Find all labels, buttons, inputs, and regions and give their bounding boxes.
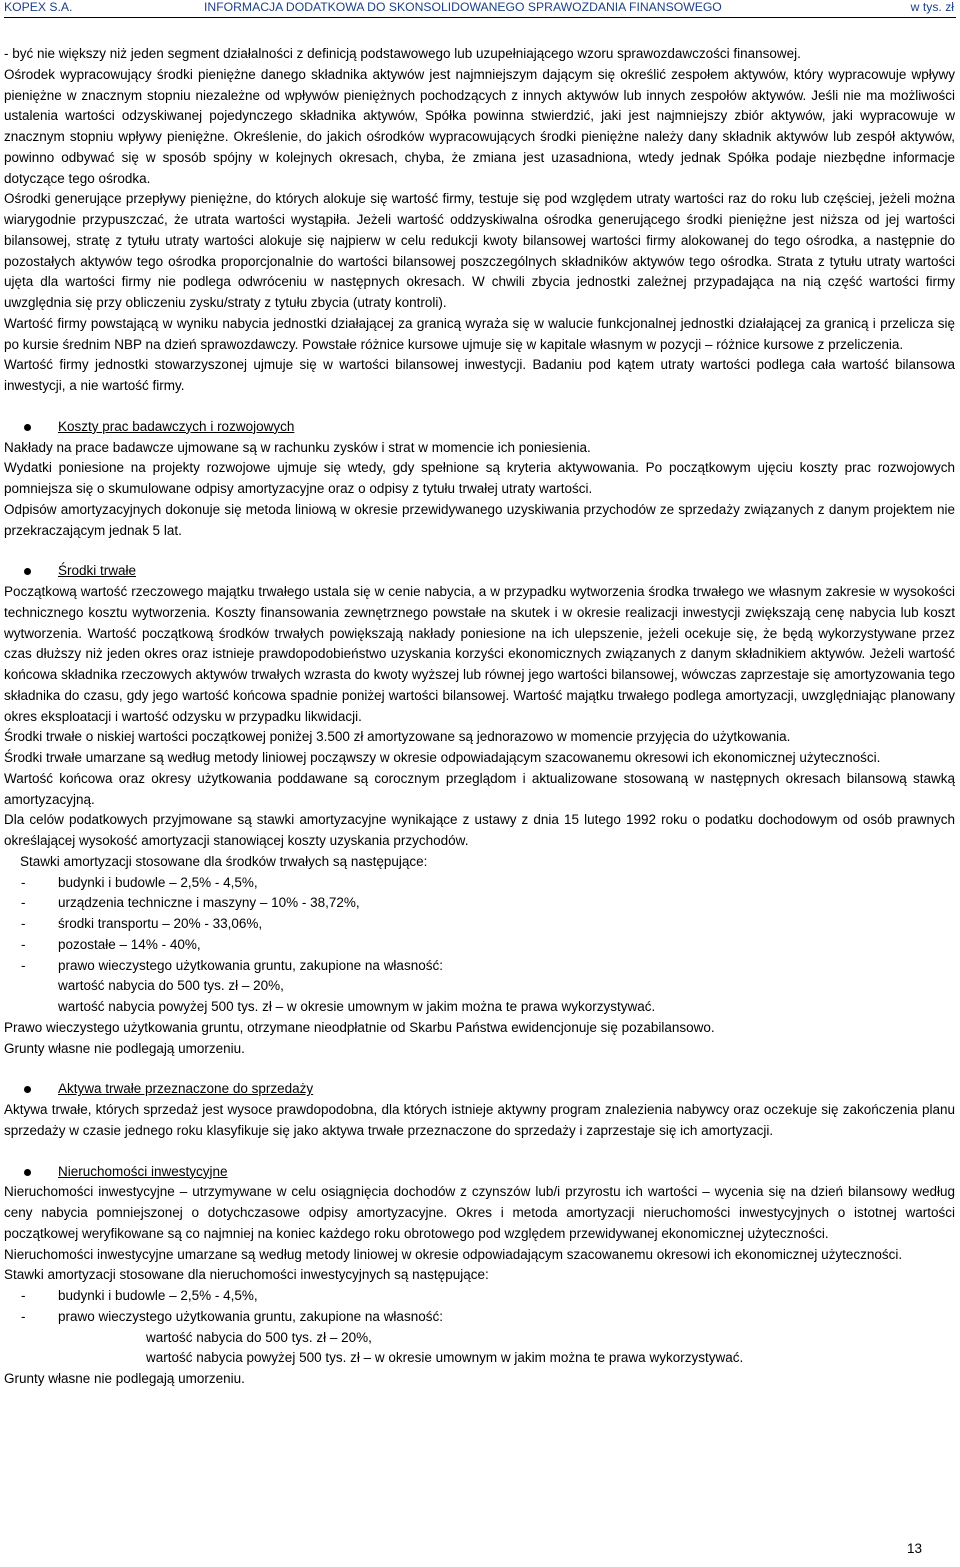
section-heading-koszty [4, 417, 955, 438]
paragraph: Wydatki poniesione na projekty rozwojowe ujmuje się wtedy, gdy spełnione są kryteria aktywowania. Po początkowym ujęciu koszty prac rozwojowych pomniejsza się o skumulowane odpisy amortyzacyjne oraz o odpisy z tytułu trwałej utraty wartości. [4, 460, 955, 496]
paragraph: Aktywa trwałe, których sprzedaż jest wysoce prawdopodobna, dla których istnieje aktywny program znalezienia nabywcy oraz oczekuje się zakończenia planu sprzedaży w czasie jednego roku klasyfikuje się jako aktywa trwałe przeznaczone do sprzedaży i zaprzestaje się ich amortyzacji. [4, 1102, 955, 1138]
dash-marker: - [21, 895, 26, 911]
list-item [4, 1307, 955, 1328]
bullet-icon [24, 568, 31, 575]
dash-marker: - [21, 1308, 26, 1324]
page-header [4, 0, 956, 18]
sub-list-item: wartość nabycia do 500 tys. zł – 20%, [58, 978, 284, 994]
paragraph: Prawo wieczystego użytkowania gruntu, otrzymane nieodpłatnie od Skarbu Państwa ewidencjonuje się pozabilansowo. [4, 1019, 715, 1035]
paragraph: Środki trwałe umarzane są według metody liniowej począwszy w okresie odpowiadającym szacowanemu okresowi ich ekonomicznej użyteczności. [4, 750, 881, 765]
list-item [4, 893, 955, 914]
list-item [4, 956, 955, 977]
paragraph: Grunty własne nie podlegają umorzeniu. [4, 1040, 245, 1056]
document-body [4, 44, 955, 1390]
paragraph: Nakłady na prace badawcze ujmowane są w rachunku zysków i strat w momencie ich poniesienia. [4, 439, 591, 455]
section-title: Koszty prac badawczych i rozwojowych [58, 418, 295, 434]
rates-intro: Stawki amortyzacji stosowane dla nieruchomości inwestycyjnych są następujące: [4, 1267, 489, 1283]
paragraph: Ośrodek wypracowujący środki pieniężne danego składnika aktywów jest najmniejszym dającym się określić zespołem aktywów, który wypracowuje wpływy pieniężne w znacznym stopniu niezależne od wpływów pieniężnych pochodzących z innych aktywów lub innych zespołów aktywów. Jeśli nie ma możliwości ustalenia wartości odzyskiwanej pojedynczego składnika aktywów, Spółka powinna stwierdzić, jaki jest najmniejszy zbiór aktywów, jaki wypracowuje w znacznym stopniu wpływy pieniężne. Określenie, do jakich ośrodków wypracowujących środki pieniężne należy dany składnik aktywów lub zespół aktywów, powinno odbywać się w sposób spójny w kolejnych okresach, chyba, że zmiana jest uzasadniona, wtedy jednak Spółka podaje niezbędne informacje dotyczące tego ośrodka. [4, 66, 955, 186]
paragraph: Nieruchomości inwestycyjne – utrzymywane w celu osiągnięcia dochodów z czynszów lub/i przyrostu ich wartości – wycenia się na dzień bilansowy według ceny nabycia pomniejszonej o dotychczasowe odpisy amortyzacyjne. Okres i metoda amortyzacji nieruchomości inwestycyjnych o istotnej wartości początkowej weryfikowane są co najmniej na koniec każdego roku obrotowego pod względem przewidywanej ekonomicznej użyteczności. [4, 1184, 955, 1241]
dash-marker: - [21, 1288, 26, 1303]
list-item-text: budynki i budowle – 2,5% - 4,5%, [58, 1288, 258, 1303]
list-item-text: pozostałe – 14% - 40%, [58, 936, 201, 952]
dash-marker: - [21, 957, 26, 973]
section-title: Aktywa trwałe przeznaczone do sprzedaży [58, 1081, 314, 1097]
bullet-icon [24, 1169, 31, 1176]
paragraph: Początkową wartość rzeczowego majątku trwałego ustala się w cenie nabycia, a w przypadku wytworzenia środka trwałego we własnym zakresie w wysokości technicznego kosztu wytworzenia. Koszty finansowania zewnętrznego powstałe na skutek i w okresie realizacji inwestycji zwiększają cenę nabycia lub koszt wytworzenia. Wartość początkową środków trwałych powiększają nakłady poniesione na ich ulepszenie, jeżeli ocekuje się, że będą wykorzystywane przez czas dłuższy niż jeden okres oraz istnieje prawdopodobieństwo uzyskania korzyści ekonomicznych związanych z danym składnikiem aktywów. Jeżeli wartość końcowa składnika rzeczowych aktywów trwałych wzrasta do kwoty wyższej lub równej jego wartości bilansowej, wówczas zaprzestaje się amortyzowania tego składnika do czasu, gdy jego wartość końcowa spadnie poniżej wartości bilansowej. Wartość majątku trwałego podlega amortyzacji, uwzględniając planowany okres eksploatacji i wartość odzysku w przypadku likwidacji. [4, 584, 955, 724]
list-item-text: prawo wieczystego użytkowania gruntu, zakupione na własność: [58, 1308, 443, 1324]
sub-list-item: wartość nabycia powyżej 500 tys. zł – w okresie umownym w jakim można te prawa wykorzystywać. [146, 1350, 744, 1366]
paragraph: Środki trwałe o niskiej wartości początkowej poniżej 3.500 zł amortyzowane są jednorazowo w momencie przyjęcia do użytkowania. [4, 729, 791, 745]
paragraph: - być nie większy niż jeden segment działalności z definicją podstawowego lub uzupełniającego wzoru sprawozdawczości finansowej. [4, 46, 801, 61]
bullet-icon [24, 424, 31, 431]
list-item-text: środki transportu – 20% - 33,06%, [58, 916, 263, 931]
page-number: 13 [906, 1541, 922, 1556]
paragraph: Dla celów podatkowych przyjmowane są stawki amortyzacyjne wynikające z ustawy z dnia 15 lutego 1992 roku o podatku dochodowym od osób prawnych określającej wysokość amortyzacji stanowiącej koszty uzyskania przychodów. [4, 812, 955, 848]
paragraph: Ośrodki generujące przepływy pieniężne, do których alokuje się wartość firmy, testuje się pod względem utraty wartości raz do roku lub częściej, jeżeli można wiarygodnie przypuszczać, że utrata wartości wystąpiła. Jeżeli wartość oddzyskiwalna ośrodka generującego środki pieniężne jest niższa od jej wartości bilansowej, stratę z tytułu utraty wartości alokuje się najpierw w celu redukcji kwoty bilansowej wartości firmy alokowanej do tego ośrodka, a następnie do pozostałych aktywów tego ośrodka proporcjonalnie do wartości bilansowej poszczególnych składników aktywów tego ośrodka. Strata z tytułu utraty wartości ujęta dla wartości firmy nie podlega odwróceniu w następnych okresach. W chwili zbycia jednostki zależnej przypadająca na nią część wartości firmy uwzględnia się przy obliczeniu zysku/straty z tytułu zbycia (utraty kontroli). [4, 191, 955, 310]
sub-list-item: wartość nabycia do 500 tys. zł – 20%, [146, 1329, 372, 1345]
section-heading-aktywa [4, 1079, 955, 1100]
paragraph: Wartość firmy jednostki stowarzyszonej ujmuje się w wartości bilansowej inwestycji. Badaniu pod kątem utraty wartości podlega cała wartość bilansowa inwestycji, a nie wartość firmy. [4, 357, 955, 393]
list-item-text: budynki i budowle – 2,5% - 4,5%, [58, 874, 258, 890]
paragraph: Wartość firmy powstającą w wyniku nabycia jednostki działającej za granicą wyraża się w walucie funkcjonalnej jednostki działającej za granicą i przelicza się po kursie średnim NBP na dzień sprawozdawczy. Powstałe różnice kursowe ujmuje się w kapitale własnym w pozycji – różnice kursowe z przeliczenia. [4, 315, 955, 352]
list-item [4, 935, 955, 956]
section-heading-nieruchomosci [4, 1162, 955, 1183]
rates-intro: Stawki amortyzacji stosowane dla środków trwałych są następujące: [20, 853, 428, 869]
dash-marker: - [21, 874, 26, 890]
bullet-icon [24, 1086, 31, 1093]
company-name: KOPEX S.A. [4, 0, 73, 14]
sub-list-item: wartość nabycia powyżej 500 tys. zł – w okresie umownym w jakim można te prawa wykorzystywać. [58, 999, 656, 1014]
dash-marker: - [21, 936, 26, 952]
paragraph: Nieruchomości inwestycyjne umarzane są według metody liniowej w okresie odpowiadającym szacowanemu okresowi ich ekonomicznej użyteczności. [4, 1246, 903, 1262]
unit-label: w tys. zł [910, 0, 954, 14]
section-title: Środki trwałe [58, 563, 137, 579]
list-item-text: urządzenia techniczne i maszyny – 10% - 38,72%, [58, 895, 360, 911]
dash-marker: - [21, 916, 26, 931]
section-heading-srodki [4, 561, 955, 582]
section-title: Nieruchomości inwestycyjne [58, 1163, 228, 1179]
paragraph: Grunty własne nie podlegają umorzeniu. [4, 1371, 245, 1386]
paragraph: Odpisów amortyzacyjnych dokonuje się metoda liniową w okresie przewidywanego uzyskiwania przychodów ze sprzedaży związanych z danym projektem nie przekraczającym jednak 5 lat. [4, 501, 955, 538]
list-item [4, 1286, 955, 1307]
list-item-text: prawo wieczystego użytkowania gruntu, zakupione na własność: [58, 957, 443, 973]
list-item [4, 873, 955, 894]
list-item [4, 914, 955, 935]
paragraph: Wartość końcowa oraz okresy użytkowania poddawane są corocznym przeglądom i aktualizowane stosowaną w następnych okresach bilansową stawką amortyzacyjną. [4, 770, 955, 807]
document-title: INFORMACJA DODATKOWA DO SKONSOLIDOWANEGO SPRAWOZDANIA FINANSOWEGO [204, 0, 722, 14]
